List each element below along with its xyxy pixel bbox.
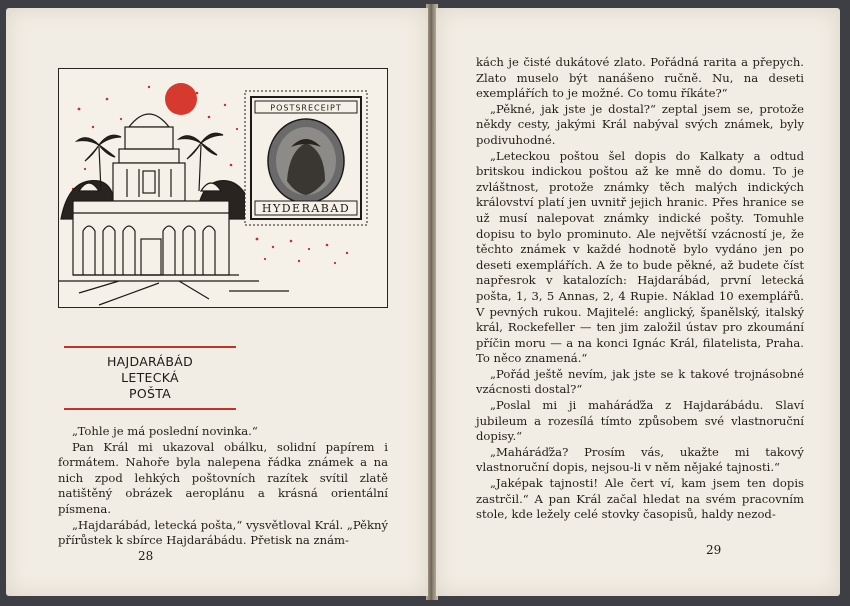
heading-line-3: POŠTA xyxy=(128,386,172,401)
stamp-top-text: POSTSRECEIPT xyxy=(270,103,342,113)
heading-line-1: HAJDARÁBÁD xyxy=(106,354,194,369)
left-page-body xyxy=(58,424,388,549)
paragraph: „Leteckou poštou šel dopis do Kalkaty a odtud britskou indickou poštou až ke mně do domu. To je zvláštnost, protože známky těch malých indických království platí jen uvnitř jejich hranic. Přes hranice se už musí nalepovat známky indické pošty. Tomuhle dopisu to bylo prominuto. Ale největší vzácností je, že těchto známek v každé hodnotě bylo vydáno jen po deseti exemplářích. A že to bude pěkné, až budete číst napřesrok v katalozích: Hajdarábád, první letecká pošta, 1, 3, 5 Annas, 2, 4 Rupie. Náklad 10 exemplářů. V pevných rukou. Majitelé: anglický, španělský, italský král, Rockefeller — ten jim založil ústav pro zkoumání příčin moru — a na konci Ignác Král, filatelista, Praha. To něco znamená.“ xyxy=(476,148,804,366)
paragraph: „Tohle je má poslední novinka.“ xyxy=(72,424,258,438)
heading-rule-top xyxy=(64,346,236,348)
chapter-heading xyxy=(64,354,236,402)
stamp-icon xyxy=(245,91,367,225)
right-page-body xyxy=(476,55,804,523)
paragraph: Pan Král mi ukazoval obálku, solidní papírem i formátem. Nahoře byla nalepena řádka známek a na nich zpod lehkých poštovních razítek svítil zlatě natištěný obrázek aeroplánu a krásná orientální písmena. xyxy=(58,439,388,516)
page-number-left: 28 xyxy=(138,549,154,563)
paragraph: „Maháráďža? Prosím vás, ukažte mi takový vlastnoruční dopis, nejsou-li v něm nějaké tajnosti.“ xyxy=(476,444,804,475)
paragraph: kách je čisté dukátové zlato. Pořádná rarita a přepych. Zlato muselo být nanášeno ručně. Nu, na deseti exemplářích to je možné. Co tomu říkáte?“ xyxy=(476,55,804,101)
paragraph: „Hajdarábád, letecká pošta,“ vysvětloval Král. „Pěkný přírůstek k sbírce Hajdarábádu. Přetisk na znám- xyxy=(58,517,389,548)
page-number-right: 29 xyxy=(706,543,722,557)
heading-rule-bottom xyxy=(64,408,236,410)
heading-line-2: LETECKÁ xyxy=(121,370,179,385)
sun-icon xyxy=(165,83,197,115)
right-page xyxy=(436,8,840,596)
illustration xyxy=(58,68,388,308)
palace-stamp-illustration xyxy=(59,69,387,307)
left-page xyxy=(6,8,428,596)
paragraph: „Jaképak tajnosti! Ale čert ví, kam jsem ten dopis zastrčil.“ A pan Král začal hledat na svém pracovním stole, kde ležely celé stovky časopisů, haldy nezod- xyxy=(476,476,804,522)
paragraph: „Pěkné, jak jste je dostal?“ zeptal jsem se, protože někdy cesty, jakými Král nabýval svých známek, byly podivuhodné. xyxy=(476,101,804,147)
stamp-name-text: HYDERABAD xyxy=(261,202,351,215)
paragraph: „Poslal mi ji maháráďža z Hajdarábádu. Slaví jubileum a rozesílá tímto způsobem své vlastnoruční dopisy.“ xyxy=(476,398,804,444)
paragraph: „Pořád ještě nevím, jak jste se k takové trojnásobné vzácnosti dostal?“ xyxy=(476,366,804,397)
